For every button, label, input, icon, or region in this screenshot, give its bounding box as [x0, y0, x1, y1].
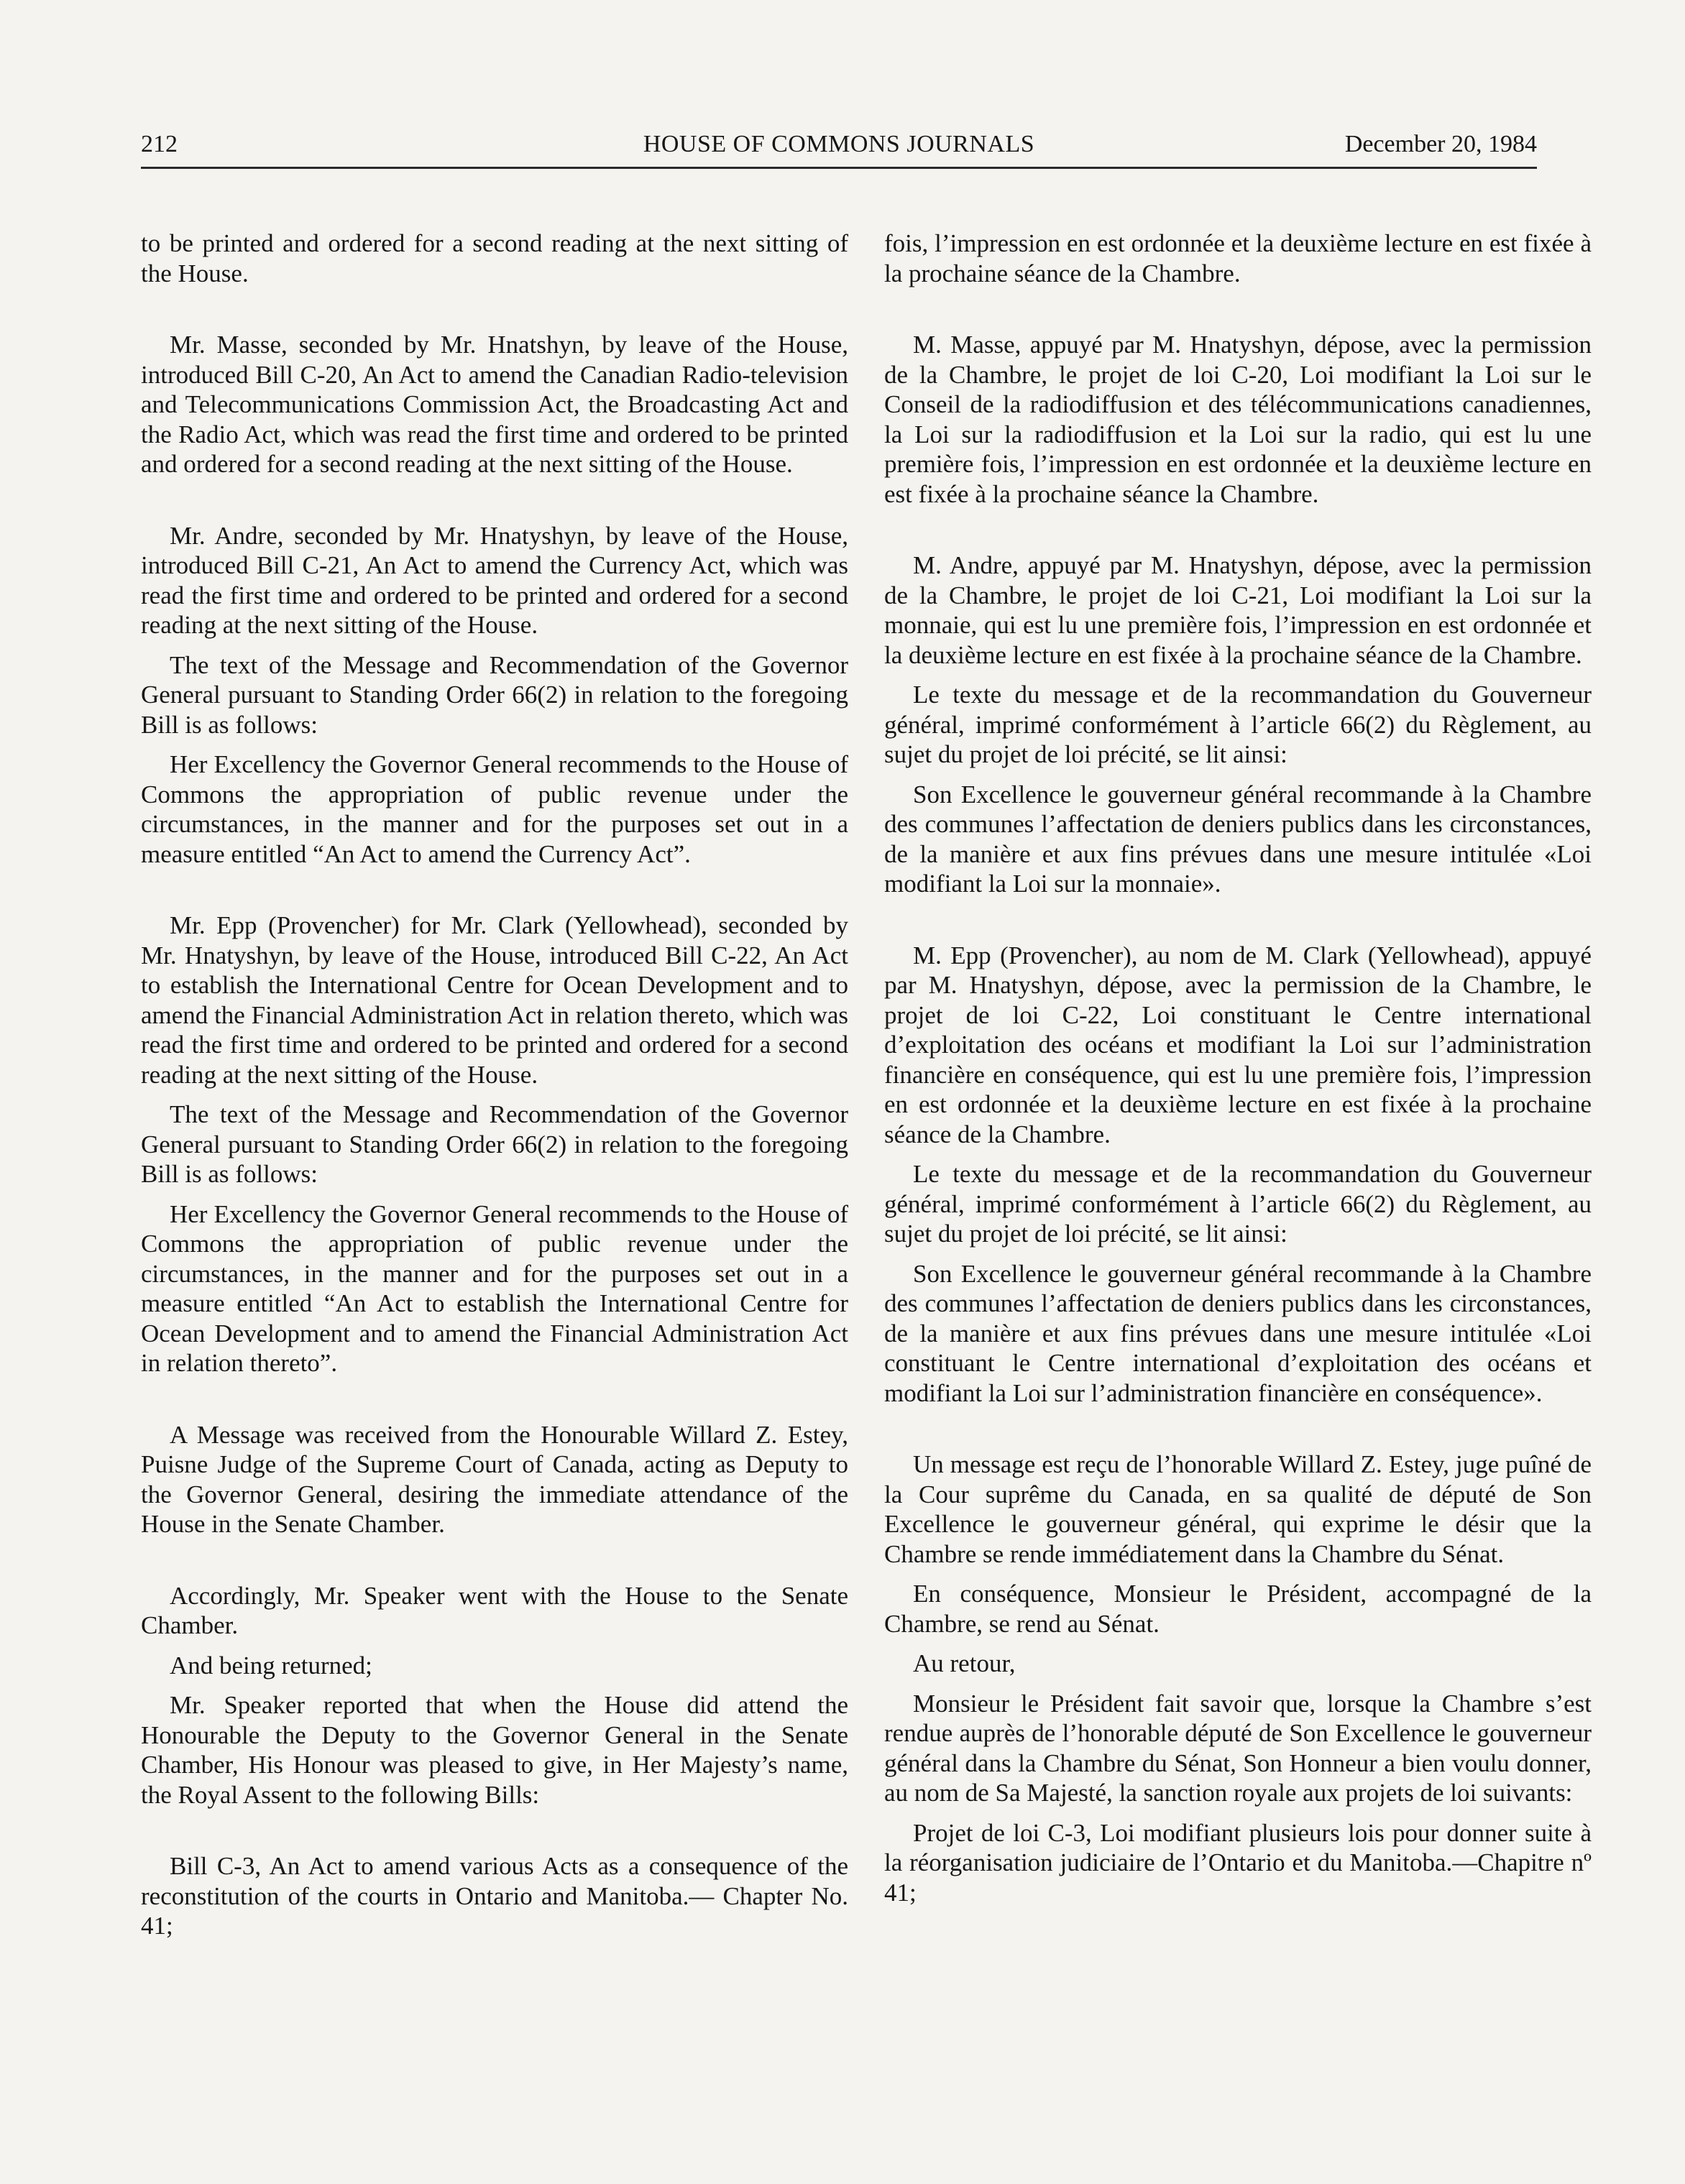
paragraph-senate-message: Un message est reçu de l’honorable Willard Z. Estey, juge puîné de la Cour suprême du Canada, en sa qualité de député de Son Excellence le gouverneur général, qui exprime le désir que la Chambre se rende immédiatement dans la Chambre du Sénat. — [884, 1450, 1592, 1568]
paragraph-returned: And being returned; — [170, 1651, 372, 1680]
paragraph-bill-c22: Mr. Epp (Provencher) for Mr. Clark (Yellowhead), seconded by Mr. Hnatyshyn, by leave of the House, introduced Bill C-22, An Act to establish the International Centre for Ocean Development and to amend the Financial Administration Act in relation thereto, which was read the first time and ordered to be printed and ordered for a second reading at the next sitting of the House. — [141, 911, 848, 1089]
paragraph-speaker-went: En conséquence, Monsieur le Président, accompagné de la Chambre, se rend au Sénat. — [884, 1580, 1592, 1638]
journal-title: HOUSE OF COMMONS JOURNALS — [643, 131, 1035, 157]
paragraph-bill-c20: Mr. Masse, seconded by Mr. Hnatshyn, by leave of the House, introduced Bill C-20, An Act to amend the Canadian Radio-television and Telecommunications Commission Act, the Broadcasting Act and the Radio Act, which was read the first time and ordered to be printed and ordered for a second reading at the next sitting of the House. — [141, 331, 848, 478]
paragraph-continuation: fois, l’impression en est ordonnée et la deuxième lecture en est fixée à la prochaine séance de la Chambre. — [884, 229, 1592, 287]
header-date: December 20, 1984 — [1344, 131, 1537, 157]
paragraph-continuation: to be printed and ordered for a second reading at the next sitting of the House. — [141, 229, 848, 287]
paragraph-message-intro: The text of the Message and Recommendation of the Governor General pursuant to Standing Order 66(2) in relation to the foregoing Bill is as follows: — [141, 1100, 848, 1188]
paragraph-recommendation: Her Excellency the Governor General recommends to the House of Commons the appropriation of public revenue under the circumstances, in the manner and for the purposes set out in a measure entitled “An Act to amend the Currency Act”. — [141, 750, 848, 868]
paragraph-bill-c20: M. Masse, appuyé par M. Hnatyshyn, dépose, avec la permission de la Chambre, le projet de loi C-20, Loi modifiant la Loi sur le Conseil de la radiodiffusion et des télécommunications canadiennes, la Loi sur la radiodiffusion et la Loi sur la radio, qui est lu une première fois, l’impression en est ordonnée et la deuxième lecture en est fixée à la prochaine séance la Chambre. — [884, 331, 1592, 508]
french-column — [884, 229, 1592, 1917]
paragraph-bill-c3: Bill C-3, An Act to amend various Acts as a consequence of the reconstitution of the courts in Ontario and Manitoba.— Chapter No. 41; — [141, 1852, 848, 1940]
paragraph-bill-c3: Projet de loi C-3, Loi modifiant plusieurs lois pour donner suite à la réorganisation judiciaire de l’Ontario et du Manitoba.—Chapitre nº 41; — [884, 1818, 1592, 1907]
paragraph-senate-message: A Message was received from the Honourable Willard Z. Estey, Puisne Judge of the Supreme Court of Canada, acting as Deputy to the Governor General, desiring the immediate attendance of the House in the Senate Chamber. — [141, 1420, 848, 1538]
page-header — [141, 126, 1537, 169]
paragraph-bill-c22: M. Epp (Provencher), au nom de M. Clark (Yellowhead), appuyé par M. Hnatyshyn, dépose, avec la permission de la Chambre, le projet de loi C-22, Loi constituant le Centre international d’exploitation des océans et modifiant la Loi sur l’administration financière en conséquence, qui est lu une première fois, l’impression en est ordonnée et la deuxième lecture en est fixée à la prochaine séance de la Chambre. — [884, 941, 1592, 1148]
paragraph-royal-assent: Mr. Speaker reported that when the House did attend the Honourable the Deputy to the Governor General in the Senate Chamber, His Honour was pleased to give, in Her Majesty’s name, the Royal Assent to the following Bills: — [141, 1691, 848, 1809]
english-column — [141, 229, 848, 1951]
page-number: 212 — [141, 131, 178, 157]
paragraph-message-intro: Le texte du message et de la recommandation du Gouverneur général, imprimé conformément à l’article 66(2) du Règlement, au sujet du projet de loi précité, se lit ainsi: — [884, 681, 1592, 768]
paragraph-message-intro: The text of the Message and Recommendation of the Governor General pursuant to Standing Order 66(2) in relation to the foregoing Bill is as follows: — [141, 650, 848, 739]
paragraph-message-intro: Le texte du message et de la recommandation du Gouverneur général, imprimé conformément à l’article 66(2) du Règlement, au sujet du projet de loi précité, se lit ainsi: — [884, 1160, 1592, 1248]
paragraph-speaker-went: Accordingly, Mr. Speaker went with the House to the Senate Chamber. — [141, 1581, 848, 1639]
paragraph-bill-c21: M. Andre, appuyé par M. Hnatyshyn, dépose, avec la permission de la Chambre, le projet de loi C-21, Loi modifiant la Loi sur la monnaie, qui est lu une première fois, l’impression en est ordonnée et la deuxième lecture en est fixée à la prochaine séance de la Chambre. — [884, 551, 1592, 669]
paragraph-royal-assent: Monsieur le Président fait savoir que, lorsque la Chambre s’est rendue auprès de l’honorable député de Son Excellence le gouverneur général dans la Chambre du Sénat, Son Honneur a bien voulu donner, au nom de Sa Majesté, la sanction royale aux projets de loi suivants: — [884, 1689, 1592, 1807]
paragraph-bill-c21: Mr. Andre, seconded by Mr. Hnatyshyn, by leave of the House, introduced Bill C-21, An Act to amend the Currency Act, which was read the first time and ordered to be printed and ordered for a second reading at the next sitting of the House. — [141, 521, 848, 639]
paragraph-recommendation: Son Excellence le gouverneur général recommande à la Chambre des communes l’affectation de deniers publics dans les circonstances, de la manière et aux fins prévues dans une mesure intitulée «Loi modifiant la Loi sur la monnaie». — [884, 780, 1592, 898]
paragraph-recommendation: Son Excellence le gouverneur général recommande à la Chambre des communes l’affectation de deniers publics dans les circonstances, de la manière et aux fins prévues dans une mesure intitulée «Loi constituant le Centre international d’exploitation des océans et modifiant la Loi sur l’administration financière en conséquence». — [884, 1259, 1592, 1407]
paragraph-returned: Au retour, — [913, 1649, 1016, 1677]
paragraph-recommendation: Her Excellency the Governor General recommends to the House of Commons the appropriation of public revenue under the circumstances, in the manner and for the purposes set out in a measure entitled “An Act to establish the International Centre for Ocean Development and to amend the Financial Administration Act in relation thereto”. — [141, 1199, 848, 1377]
